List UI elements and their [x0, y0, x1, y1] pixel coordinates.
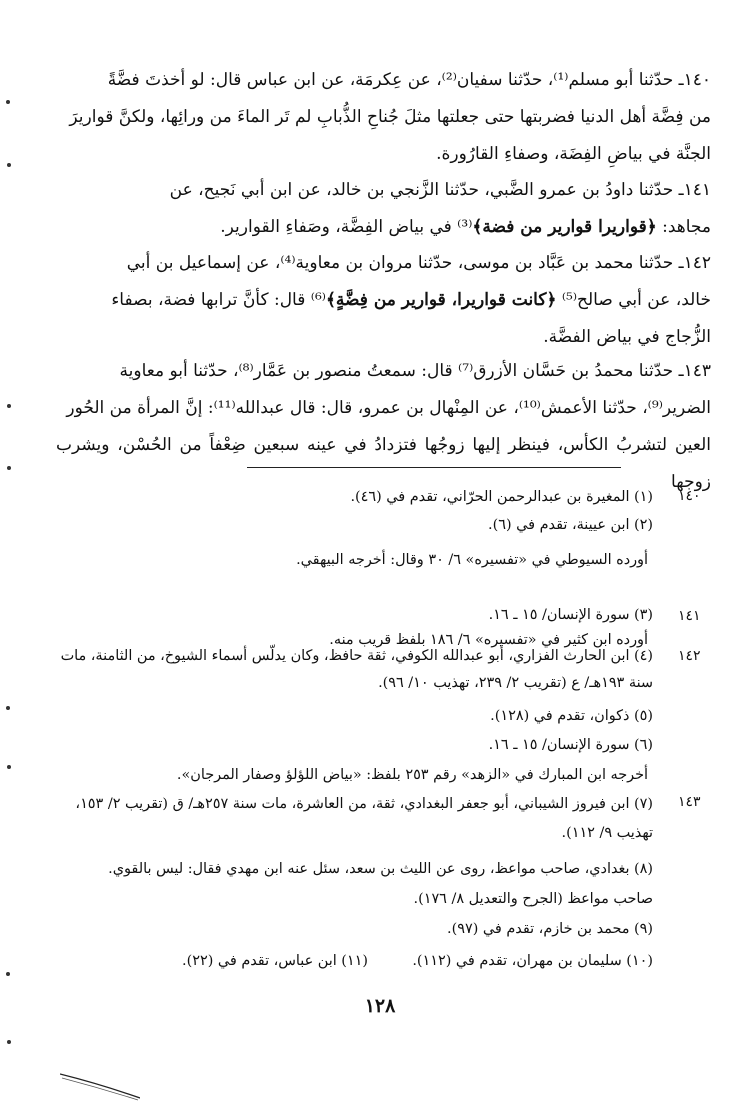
footnote-group-141: ١٤١	[678, 608, 701, 624]
paragraph-143-line-2: الضرير⁽⁹⁾، حدّثنا الأعمش⁽¹⁰⁾، عن المِنْهال بن عمرو، قال: قال عبدالله⁽¹¹⁾: إنَّ المرأة من الحُور	[66, 398, 711, 418]
paragraph-141	[56, 172, 711, 246]
footnote-3: (٣) سورة الإنسان/ ١٥ ـ ١٦.	[488, 607, 653, 623]
footnote-1: (١) المغيرة بن عبدالرحمن الحرّاني، تقدم في (٤٦).	[350, 489, 653, 505]
paragraph-141-line-2	[56, 209, 711, 246]
footnote-3-note: أورده ابن كثير في «تفسيره» ٦/ ١٨٦ بلفظ قريب منه.	[329, 632, 648, 648]
scan-dot-5	[6, 706, 10, 710]
scan-dot-8	[7, 1040, 11, 1044]
scan-dot-1	[6, 100, 10, 104]
paragraph-142-line-2	[56, 282, 711, 319]
scan-dot-2	[7, 163, 11, 167]
footnote-2: (٢) ابن عيينة، تقدم في (٦).	[488, 517, 653, 533]
paragraph-143-line-1: ١٤٣ـ حدّثنا محمدُ بن حَسَّان الأزرق⁽⁷⁾ قال: سمعتُ منصور بن عَمَّار⁽⁸⁾، حدّثنا أبو معاوية	[119, 361, 711, 381]
footnote-11: (١١) ابن عباس، تقدم في (٢٢).	[182, 953, 368, 969]
footnote-9: (٩) محمد بن خازم، تقدم في (٩٧).	[447, 921, 653, 937]
quran-quote-142: ﴿كانت قواريرا، قوارير من فِضَّةٍ﴾	[325, 290, 557, 310]
footnote-8-line-2: صاحب مواعظ (الجرح والتعديل ٨/ ١٧٦).	[413, 891, 653, 907]
paragraph-141-line-1: ١٤١ـ حدّثنا داودُ بن عمرو الضَّبي، حدّثنا الزَّنجي بن خالد، عن ابن أبي نَجيح، عن	[169, 180, 711, 200]
scan-dot-6	[7, 765, 11, 769]
footnote-2-note: أورده السيوطي في «تفسيره» ٦/ ٣٠ وقال: أخرجه البيهقي.	[296, 552, 648, 568]
paragraph-141-line-2-a: مجاهد:	[656, 217, 711, 237]
paragraph-141-line-2-b: ⁽³⁾ في بياض الفِضَّة، وصَفاءِ القوارير.	[220, 217, 473, 237]
footnote-8-line-1: (٨) بغدادي، صاحب مواعظ، روى عن الليث بن سعد، سئل عنه ابن مهدي فقال: ليس بالقوي.	[108, 861, 653, 877]
paragraph-142-line-1: ١٤٢ـ حدّثنا محمد بن عَبَّاد بن موسى، حدّثنا مروان بن معاوية⁽⁴⁾، عن إسماعيل بن أبي	[126, 253, 711, 273]
paragraph-143	[56, 353, 711, 501]
footnote-group-142: ١٤٢	[678, 648, 701, 664]
paragraph-142-line-3: الزُّجاج في بياض الفضَّة.	[543, 327, 711, 347]
paragraph-143-line-3: العين لتشربُ الكأس، فينظر إليها زوجُها فتزدادُ في عينه سبعين ضِعْفاً من الحُسْن، ويشرب زوجها	[56, 435, 711, 492]
footnote-4-line-1: (٤) ابن الحارث الفزاري، أبو عبدالله الكوفي، ثقة حافظ، وكان يدلّس أسماء الشيوخ، من الثامنة، مات	[60, 648, 653, 664]
paragraph-142-line-2-a: خالد، عن أبي صالح⁽⁵⁾	[556, 290, 711, 310]
quran-quote-141: ﴿قواريرا قوارير من فضة﴾	[472, 217, 657, 237]
footnote-4-line-2: سنة ١٩٣هـ/ ع (تقريب ٢/ ٢٣٩، تهذيب ١٠/ ٩٦).	[378, 675, 653, 691]
footnote-7-line-2: تهذيب ٩/ ١١٢).	[561, 825, 653, 841]
footnote-separator	[247, 467, 621, 468]
paragraph-140-line-3: الجنَّة في بياضِ الفِضَة، وصفاءِ القارُورة.	[436, 144, 711, 164]
footnote-group-140: ١٤٠	[678, 488, 701, 504]
footnote-group-143: ١٤٣	[678, 794, 701, 810]
footnote-10: (١٠) سليمان بن مهران، تقدم في (١١٢).	[412, 953, 653, 969]
paragraph-142	[56, 245, 711, 356]
footnote-7-line-1: (٧) ابن فيروز الشيباني، أبو جعفر البغدادي، ثقة، من العاشرة، مات سنة ٢٥٧هـ/ ق (تقريب ٢/ ١٥٣،	[75, 796, 653, 812]
paragraph-140-line-1: ١٤٠ـ حدّثنا أبو مسلم⁽¹⁾، حدّثنا سفيان⁽²⁾، عن عِكرمَة، عن ابن عباس قال: لو أخذتَ فضَّةً	[107, 70, 711, 90]
footnote-5: (٥) ذكوان، تقدم في (١٢٨).	[490, 708, 653, 724]
paragraph-140	[56, 62, 711, 173]
page-number: ١٢٨	[364, 995, 396, 1017]
scan-dot-7	[6, 972, 10, 976]
scan-dot-4	[7, 466, 11, 470]
paragraph-140-line-2: من فِضَّة أهل الدنيا فضربتها حتى جعلتها مثلَ جُناحِ الذُّبابِ لم تَر الماءَ من ورائِها، ولكنَّ قواريرَ	[69, 107, 711, 127]
paragraph-142-line-2-b: ⁽⁶⁾ قال: كأنَّ ترابها فضة، بصفاء	[111, 290, 326, 310]
footnote-6-note: أخرجه ابن المبارك في «الزهد» رقم ٢٥٣ بلفظ: «بياض اللؤلؤ وصفار المرجان».	[176, 767, 648, 783]
footnote-6: (٦) سورة الإنسان/ ١٥ ـ ١٦.	[488, 737, 653, 753]
scan-dot-3	[7, 404, 11, 408]
scan-pen-stroke	[60, 1062, 140, 1102]
